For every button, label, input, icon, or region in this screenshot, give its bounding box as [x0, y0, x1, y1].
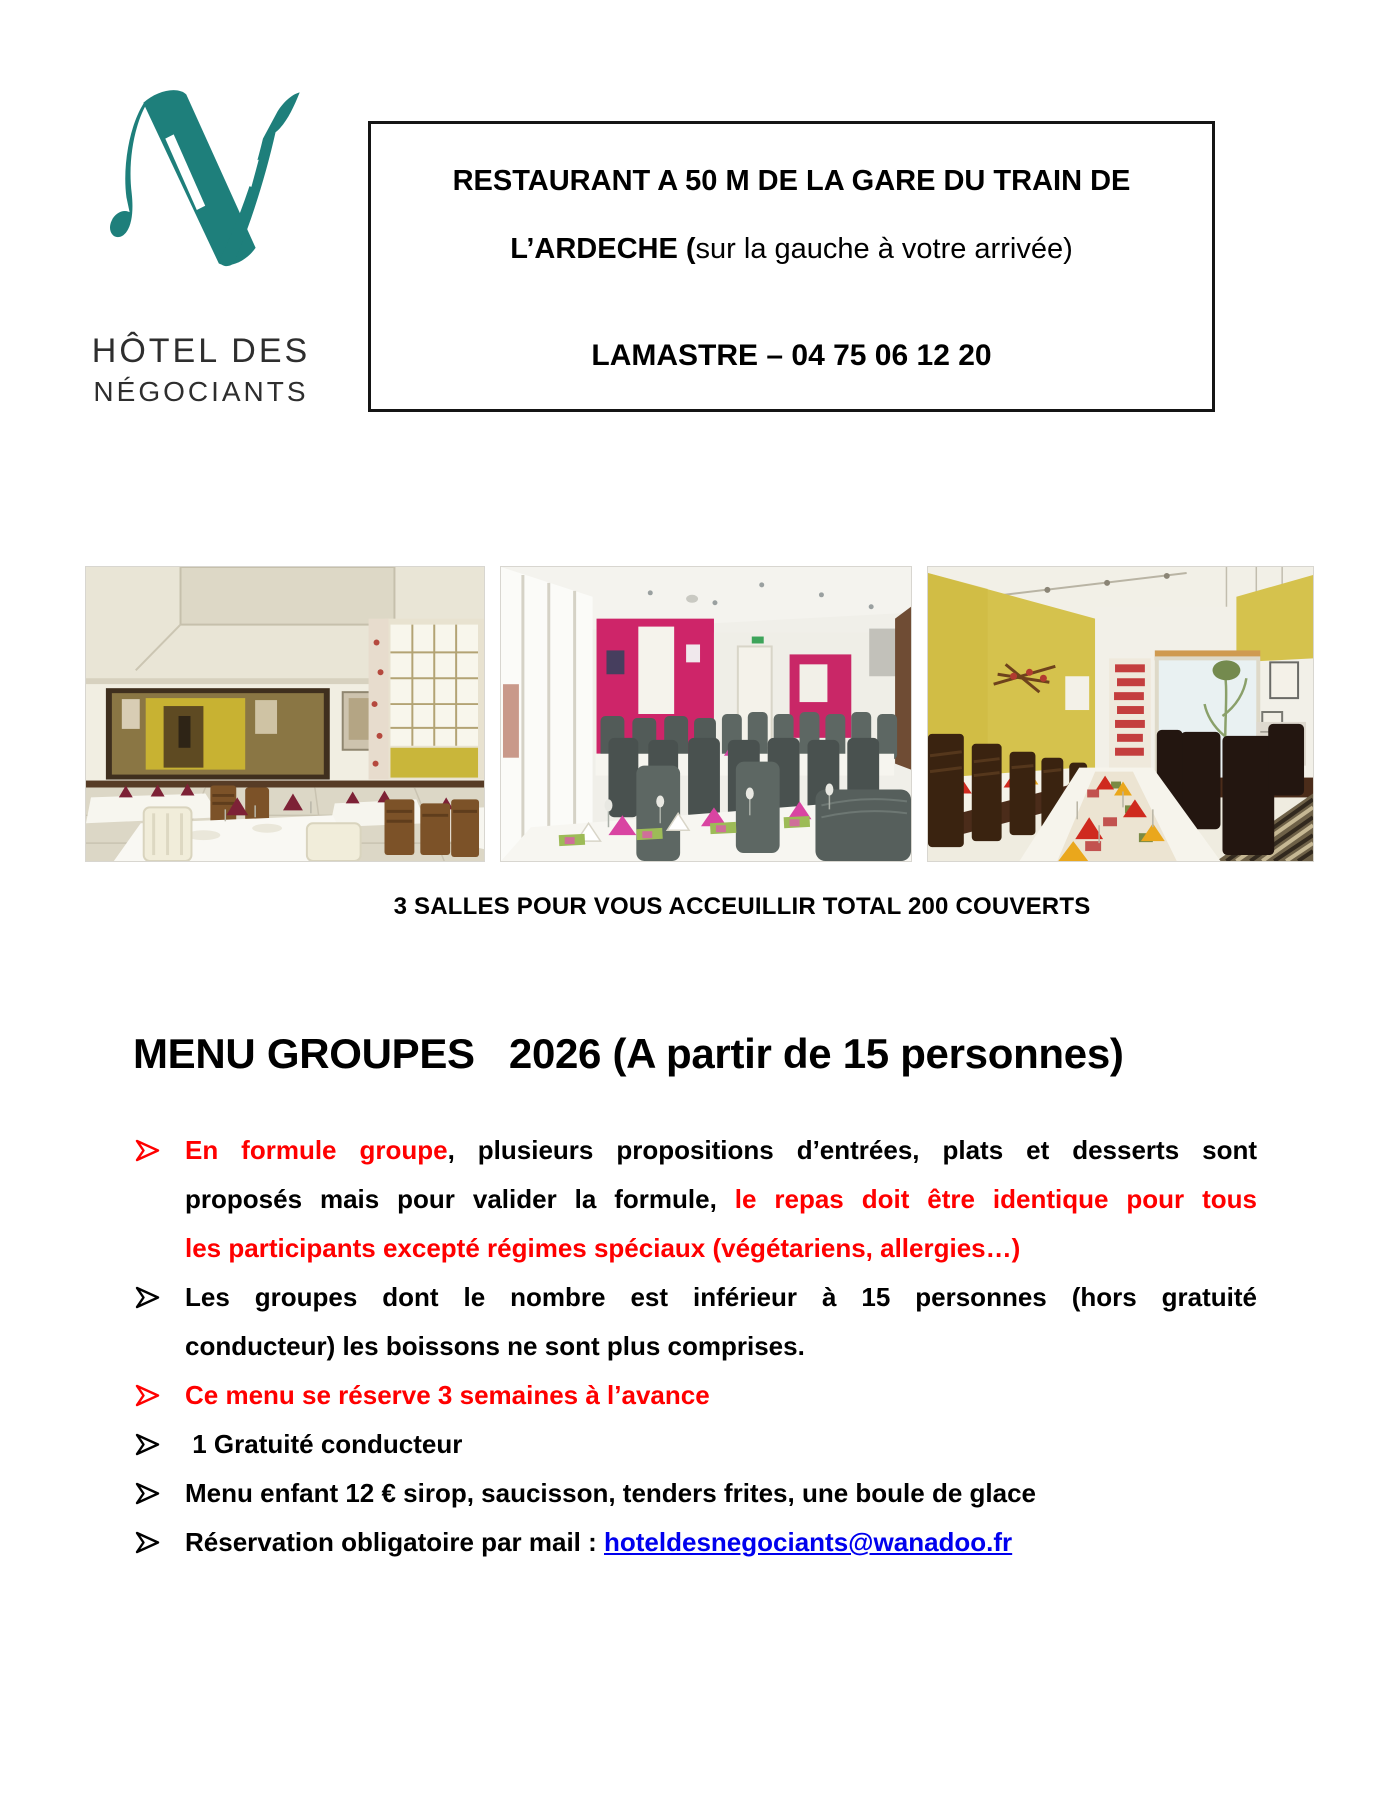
menu-bullet-text — [185, 1273, 1257, 1371]
ardeche-line — [371, 232, 1212, 266]
menu-bullet-text — [185, 1518, 1257, 1567]
menu-bullet — [133, 1469, 1257, 1518]
dining-room-photo-3 — [927, 566, 1314, 862]
bullet-text-segment: Réservation obligatoire par mail : — [185, 1527, 604, 1557]
menu-bullet-text — [185, 1469, 1257, 1518]
rooms-caption: 3 SALLES POUR VOUS ACCEUILLIR TOTAL 200 COUVERTS — [393, 893, 1091, 920]
logo-negociants: NÉGOCIANTS — [93, 376, 309, 407]
highlighted-text: En formule groupe — [185, 1135, 448, 1165]
menu-title: MENU GROUPES 2026 (A partir de 15 personnes) — [133, 1030, 1124, 1077]
logo-n-monogram-icon — [96, 66, 306, 291]
bullet-text-segment: conducteur) les boissons ne sont plus comprises. — [185, 1331, 805, 1361]
hotel-logo — [72, 66, 330, 409]
ardeche-line-detail: sur la gauche à votre arrivée) — [695, 233, 1073, 265]
bullet-text-segment: Menu enfant 12 € sirop, saucisson, tenders frites, une boule de glace — [185, 1478, 1037, 1508]
bullet-text-segment: , plusieurs propositions d’entrées, plats et desserts sont — [447, 1135, 1257, 1165]
menu-bullet — [133, 1273, 1257, 1371]
arrow-bullet-icon — [133, 1469, 185, 1512]
bullet-text-segment: proposés mais pour valider la formule, — [185, 1184, 735, 1214]
location-info-box — [368, 121, 1215, 412]
restaurant-location-line: RESTAURANT A 50 M DE LA GARE DU TRAIN DE — [452, 165, 1131, 197]
phone-line: LAMASTRE – 04 75 06 12 20 — [591, 339, 992, 372]
menu-bullet-text — [185, 1420, 1257, 1469]
photos-row — [85, 566, 1314, 862]
menu-bullet-text — [185, 1371, 1257, 1420]
ardeche-line-bold: L’ARDECHE ( — [510, 233, 696, 265]
arrow-bullet-icon — [133, 1273, 185, 1316]
dining-room-photo-1 — [85, 566, 485, 862]
highlighted-text: le repas doit être identique pour tous — [734, 1184, 1257, 1214]
menu-bullet — [133, 1126, 1257, 1273]
highlighted-text: Ce menu se réserve 3 semaines à l’avance — [185, 1380, 710, 1410]
menu-bullet-text — [185, 1126, 1257, 1273]
highlighted-text: les participants excepté régimes spéciaux (végétariens, allergies…) — [185, 1233, 1021, 1263]
arrow-bullet-icon — [133, 1126, 185, 1169]
menu-bullet — [133, 1420, 1257, 1469]
arrow-bullet-icon — [133, 1371, 185, 1414]
menu-bullet — [133, 1371, 1257, 1420]
bullet-text-segment: 1 Gratuité conducteur — [185, 1429, 463, 1459]
logo-hotel-des: HÔTEL DES — [91, 332, 311, 370]
email-link[interactable]: hoteldesnegociants@wanadoo.fr — [604, 1527, 1013, 1557]
menu-bullet — [133, 1518, 1257, 1567]
arrow-bullet-icon — [133, 1420, 185, 1463]
arrow-bullet-icon — [133, 1518, 185, 1561]
menu-bullet-list — [133, 1126, 1257, 1567]
dining-room-photo-2 — [500, 566, 912, 862]
bullet-text-segment: Les groupes dont le nombre est inférieur à 15 personnes (hors gratuité — [185, 1282, 1257, 1312]
